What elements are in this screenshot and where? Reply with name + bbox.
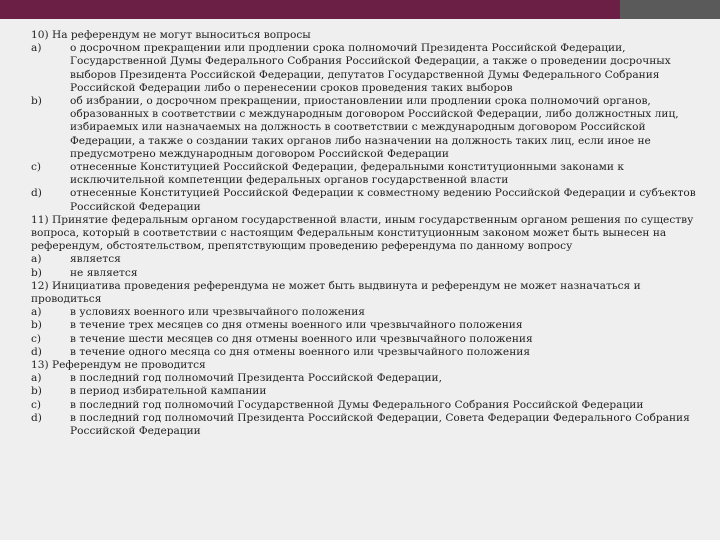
option-text: об избрании, о досрочном прекращении, приостановлении или продлении срока полномочий органов, образованных в соответствии с международным договором Российской Федерации, либо должностных лиц, избираемых или назначаемых на должность в соответствии с международным договором Российской Федерации, а также о создании таких органов либо назначении на должность таких лиц, если иное не предусмотрено международным договором Российской Федерации [70,95,679,160]
option-marker: a) [31,372,42,385]
option-marker: c) [31,332,42,345]
question-heading: 10) На референдум не могут выноситься вопросы [31,29,311,41]
slide-accent-bar [0,0,620,19]
option-text: в последний год полномочий Государственной Думы Федерального Собрания Российской Федерации [70,398,644,411]
slide-body [0,19,720,540]
option-marker: c) [31,398,42,411]
question-heading: 12) Инициатива проведения референдума не может быть выдвинута и референдум не может назначаться и проводиться [31,279,641,306]
option-marker: b) [31,95,42,108]
option-marker: a) [31,42,42,55]
question-heading: 11) Принятие федеральным органом государственной власти, иным государственным органом решения по существу вопроса, который в соответствии с настоящим Федеральным конституционным законом может быть вынесен на референдум, обстоятельством, препятствующим проведению референдума по данному вопросу [31,213,694,253]
option-text: о досрочном прекращении или продлении срока полномочий Президента Российской Федерации, Государственной Думы Федерального Собрания Российской Федерации, а также о проведении досрочных выборов Президента Российской Федерации, депутатов Государственной Думы Федерального Собрания Российской Федерации либо о перенесении сроков проведения таких выборов [70,42,671,94]
option-text: отнесенные Конституцией Российской Федерации к совместному ведению Российской Федерации и субъектов Российской Федерации [70,187,696,213]
option-text: в течение шести месяцев со дня отмены военного или чрезвычайного положения [70,332,533,345]
option-text: в течение одного месяца со дня отмены военного или чрезвычайного положения [70,345,531,358]
option-marker: b) [31,266,42,279]
answer-option [31,42,706,95]
answer-option [31,187,706,213]
option-text: является [70,253,121,266]
answer-option [31,267,706,280]
option-marker: c) [31,161,42,174]
question-heading: 13) Референдум не проводится [31,359,206,372]
option-marker: a) [31,306,42,319]
option-text: в последний год полномочий Президента Российской Федерации, Совета Федерации Федерального Собрания Российской Федерации [70,411,690,438]
answer-option [31,319,706,332]
answer-option [31,253,706,266]
question-13 [31,359,706,438]
option-text: в последний год полномочий Президента Российской Федерации, [70,372,442,385]
option-marker: d) [31,187,42,200]
option-marker: b) [31,385,42,398]
answer-option [31,161,706,187]
answer-option [31,95,706,161]
option-text: отнесенные Конституцией Российской Федерации, федеральными конституционными законами к исключительной компетенции федеральных органов государственной власти [70,161,624,187]
answer-option [31,399,706,412]
question-12 [31,280,706,359]
answer-option [31,412,706,438]
option-marker: b) [31,319,42,332]
option-marker: d) [31,345,42,358]
answer-option [31,333,706,346]
answer-option [31,372,706,385]
option-text: не является [70,266,138,279]
slide-top-bar [0,0,720,19]
option-text: в период избирательной кампании [70,385,267,398]
question-10 [31,29,706,214]
option-text: в течение трех месяцев со дня отмены военного или чрезвычайного положения [70,319,523,332]
answer-option [31,306,706,319]
option-marker: d) [31,411,42,424]
answer-option [31,385,706,398]
quiz-content [31,29,706,438]
option-text: в условиях военного или чрезвычайного положения [70,306,365,319]
answer-option [31,346,706,359]
option-marker: a) [31,253,42,266]
question-11 [31,214,706,280]
